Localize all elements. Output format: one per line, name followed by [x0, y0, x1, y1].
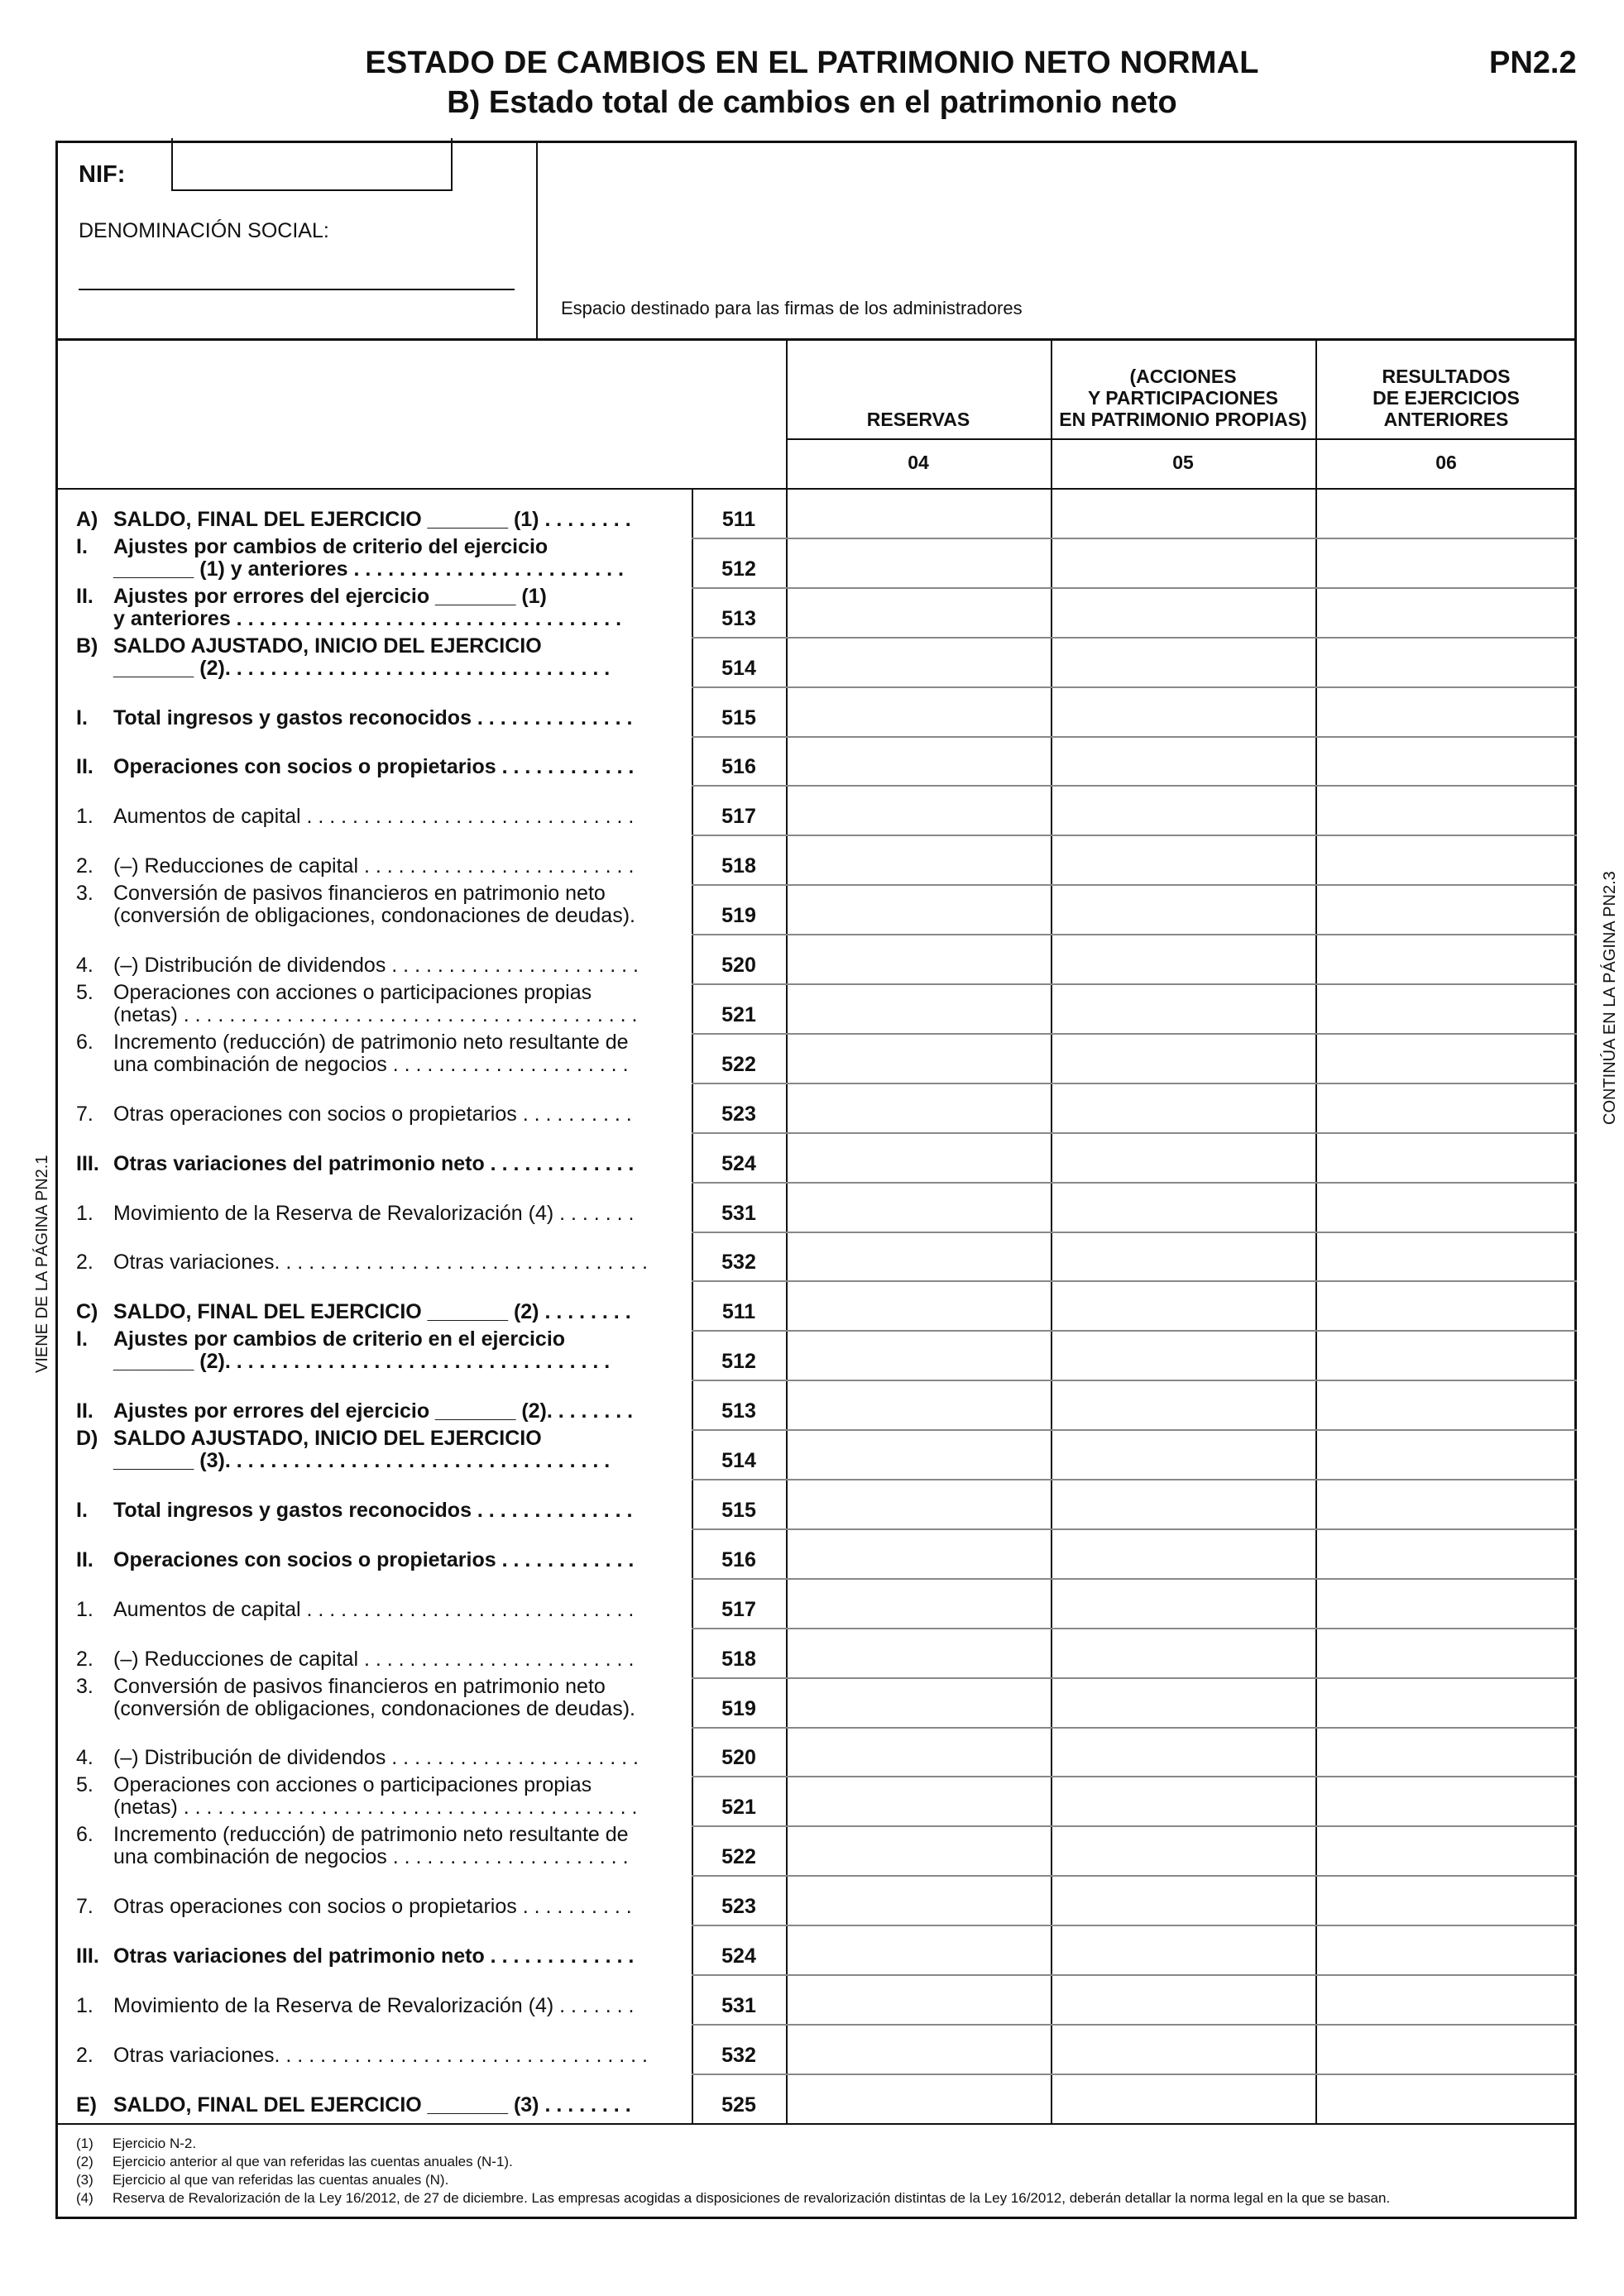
value-cell[interactable]: [788, 1828, 1048, 1873]
row-rule: [692, 1083, 1577, 1084]
value-cell[interactable]: [1318, 1332, 1574, 1377]
row-label: I. Total ingresos y gastos reconocidos . . . . . . . . . . . . . .: [76, 1498, 633, 1522]
row-code: 520: [721, 1746, 756, 1770]
value-cell[interactable]: [1053, 1481, 1313, 1526]
row-rule: [692, 785, 1577, 787]
value-cell[interactable]: [788, 540, 1048, 585]
value-cell[interactable]: [1053, 1135, 1313, 1179]
row-label: 3. Conversión de pasivos financieros en patrimonio neto (conversión de obligaciones, condonaciones de deudas).: [76, 882, 635, 928]
row-label: 6. Incremento (reducción) de patrimonio neto resultante de una combinación de negocios . . . . . . . . . . . . . . . . . . . . .: [76, 1823, 629, 1869]
value-cell[interactable]: [1318, 1531, 1574, 1576]
value-cell[interactable]: [1318, 936, 1574, 981]
row-label: 4. (–) Distribución de dividendos . . . . . . . . . . . . . . . . . . . . . .: [76, 954, 639, 977]
row-rule: [692, 1330, 1577, 1332]
row-code: 521: [721, 1002, 756, 1026]
row-rule: [692, 1974, 1577, 1976]
row-label: D) SALDO AJUSTADO, INICIO DEL EJERCICIO _______ (3). . . . . . . . . . . . . . . . . . . . . . . . . . . . . . . . . .: [76, 1427, 611, 1472]
value-cell[interactable]: [788, 986, 1048, 1031]
value-cell[interactable]: [1318, 490, 1574, 535]
value-cell[interactable]: [788, 590, 1048, 634]
row-label: II. Operaciones con socios o propietarios . . . . . . . . . . . .: [76, 1547, 635, 1571]
row-label: B) SALDO AJUSTADO, INICIO DEL EJERCICIO _______ (2). . . . . . . . . . . . . . . . . . . . . . . . . . . . . . . . . .: [76, 634, 611, 680]
value-cell[interactable]: [1053, 1036, 1313, 1080]
value-cell[interactable]: [1053, 1877, 1313, 1922]
value-cell[interactable]: [1318, 887, 1574, 931]
value-cell[interactable]: [788, 1481, 1048, 1526]
row-code: 512: [721, 557, 756, 581]
value-cell[interactable]: [1318, 689, 1574, 734]
value-cell[interactable]: [1318, 1283, 1574, 1327]
row-rule: [692, 538, 1577, 539]
row-label: I. Ajustes por cambios de criterio en el ejercicio _______ (2). . . . . . . . . . . . . . . . . . . . . . . . . . . . . . . . . .: [76, 1327, 611, 1374]
row-label: 1. Aumentos de capital . . . . . . . . . . . . . . . . . . . . . . . . . . . . .: [76, 805, 635, 829]
value-cell[interactable]: [788, 1927, 1048, 1972]
firmas-area-label: Espacio destinado para las firmas de los administradores: [561, 298, 1023, 318]
row-label: II. Operaciones con socios o propietarios . . . . . . . . . . . .: [76, 755, 635, 779]
row-label: A) SALDO, FINAL DEL EJERCICIO _______ (1) . . . . . . . .: [76, 507, 631, 531]
value-cell[interactable]: [1318, 837, 1574, 882]
value-cell[interactable]: [788, 1630, 1048, 1675]
row-label: 2. (–) Reducciones de capital . . . . . . . . . . . . . . . . . . . . . . . .: [76, 854, 635, 878]
value-cell[interactable]: [788, 639, 1048, 684]
value-cell[interactable]: [1318, 1680, 1574, 1724]
value-cell[interactable]: [1318, 590, 1574, 634]
value-cell[interactable]: [1318, 1135, 1574, 1179]
value-cell[interactable]: [1053, 739, 1313, 783]
value-cell[interactable]: [788, 1234, 1048, 1279]
value-cell[interactable]: [788, 787, 1048, 832]
row-rule: [692, 884, 1577, 886]
row-rule: [692, 1380, 1577, 1381]
row-code: 518: [721, 1647, 756, 1671]
form-subtitle: B) Estado total de cambios en el patrimonio neto: [447, 85, 1177, 120]
value-cell[interactable]: [1053, 2026, 1313, 2071]
value-cell[interactable]: [1318, 1729, 1574, 1774]
footnotes: [76, 2135, 1390, 2208]
value-cell[interactable]: [1318, 2026, 1574, 2071]
value-cell[interactable]: [1053, 1977, 1313, 2021]
value-cell[interactable]: [788, 1085, 1048, 1130]
row-code: 531: [721, 1201, 756, 1225]
value-cell[interactable]: [788, 1135, 1048, 1179]
row-code: 515: [721, 706, 756, 729]
row-label: 2. Otras variaciones. . . . . . . . . . . . . . . . . . . . . . . . . . . . . . . . .: [76, 1251, 648, 1275]
value-cell[interactable]: [1318, 986, 1574, 1031]
value-cell[interactable]: [1053, 787, 1313, 832]
value-cell[interactable]: [1318, 1877, 1574, 1922]
value-cell[interactable]: [788, 1680, 1048, 1724]
value-cell[interactable]: [788, 1778, 1048, 1823]
value-cell[interactable]: [1053, 1778, 1313, 1823]
row-code: 532: [721, 2043, 756, 2067]
row-rule: [692, 2024, 1577, 2026]
value-cell[interactable]: [1318, 1036, 1574, 1080]
side-text-right: CONTINÚA EN LA PÁGINA PN2.3: [1601, 871, 1619, 1125]
row-code: 515: [721, 1498, 756, 1522]
value-cell[interactable]: [788, 936, 1048, 981]
value-cell[interactable]: [1318, 639, 1574, 684]
value-cell[interactable]: [1053, 1581, 1313, 1625]
row-code: 511: [721, 1300, 756, 1324]
row-rule: [692, 1528, 1577, 1530]
nif-label: NIF:: [79, 161, 126, 188]
column-number: 06: [1435, 452, 1457, 473]
column-header: RESULTADOS DE EJERCICIOS ANTERIORES: [1372, 366, 1520, 430]
row-label: 6. Incremento (reducción) de patrimonio neto resultante de una combinación de negocios . . . . . . . . . . . . . . . . . . . . .: [76, 1030, 629, 1076]
value-cell[interactable]: [1318, 1927, 1574, 1972]
row-label: III. Otras variaciones del patrimonio neto . . . . . . . . . . . . .: [76, 1151, 635, 1175]
row-code: 520: [721, 954, 756, 977]
row-label: II. Ajustes por errores del ejercicio _______ (1) y anteriores . . . . . . . . . . . . . . . . . . . . . . . . . . . . . . . . . .: [76, 584, 622, 630]
value-cell[interactable]: [1053, 936, 1313, 981]
value-cell[interactable]: [788, 1877, 1048, 1922]
row-rule: [692, 587, 1577, 589]
row-code: 512: [721, 1350, 756, 1374]
value-cell[interactable]: [1318, 1828, 1574, 1873]
row-code: 519: [721, 904, 756, 928]
value-cell[interactable]: [1318, 1630, 1574, 1675]
row-rule: [692, 1925, 1577, 1926]
value-cell[interactable]: [1053, 1283, 1313, 1327]
value-cell[interactable]: [1053, 837, 1313, 882]
row-code: 522: [721, 1845, 756, 1869]
value-cell[interactable]: [1053, 1531, 1313, 1576]
row-label: I. Ajustes por cambios de criterio del ejercicio _______ (1) y anteriores . . . . . . . . . . . . . . . . . . . . . . . .: [76, 534, 624, 581]
value-cell[interactable]: [1318, 1432, 1574, 1476]
value-cell[interactable]: [1318, 1085, 1574, 1130]
row-rule: [692, 1429, 1577, 1431]
value-cell[interactable]: [788, 1531, 1048, 1576]
column-number: 04: [908, 452, 929, 473]
row-code: 516: [721, 1547, 756, 1571]
row-code: 524: [721, 1944, 756, 1968]
header-bottom-rule: [55, 488, 1577, 490]
table-bottom-rule: [55, 2123, 1577, 2125]
row-rule: [692, 1825, 1577, 1827]
row-label: 1. Movimiento de la Reserva de Revalorización (4) . . . . . . .: [76, 1993, 635, 2017]
value-cell[interactable]: [1053, 590, 1313, 634]
row-rule: [692, 637, 1577, 639]
value-cell[interactable]: [1318, 1977, 1574, 2021]
row-label: C) SALDO, FINAL DEL EJERCICIO _______ (2) . . . . . . . .: [76, 1300, 631, 1324]
value-cell[interactable]: [1053, 2076, 1313, 2121]
value-cell[interactable]: [788, 739, 1048, 783]
row-label: 7. Otras operaciones con socios o propietarios . . . . . . . . . .: [76, 1895, 632, 1919]
row-rule: [692, 1628, 1577, 1629]
value-cell[interactable]: [1318, 1234, 1574, 1279]
value-cell[interactable]: [788, 837, 1048, 882]
header-mid-rule: [786, 438, 1577, 440]
row-code: 519: [721, 1696, 756, 1720]
value-cell[interactable]: [1318, 1778, 1574, 1823]
value-cell[interactable]: [788, 1283, 1048, 1327]
value-cell[interactable]: [788, 1332, 1048, 1377]
value-cell[interactable]: [1318, 1581, 1574, 1625]
row-code: 516: [721, 755, 756, 779]
row-label: 7. Otras operaciones con socios o propietarios . . . . . . . . . .: [76, 1102, 632, 1126]
value-cell[interactable]: [1053, 1927, 1313, 1972]
row-label: 1. Aumentos de capital . . . . . . . . . . . . . . . . . . . . . . . . . . . . .: [76, 1597, 635, 1621]
value-cell[interactable]: [1053, 540, 1313, 585]
row-code: 517: [721, 1597, 756, 1621]
value-cell[interactable]: [788, 1382, 1048, 1427]
row-label: 5. Operaciones con acciones o participaciones propias (netas) . . . . . . . . . . . . . . . . . . . . . . . . . . . . . . . . . . . . . . . .: [76, 980, 638, 1026]
row-label: E) SALDO, FINAL DEL EJERCICIO _______ (3) . . . . . . . .: [76, 2093, 631, 2117]
footnote: (4) Reserva de Revalorización de la Ley 16/2012, de 27 de diciembre. Las empresas acogidas a disposiciones de revalorización distintas de la Ley 16/2012, deberán detallar la norma legal en la que se basan.: [76, 2190, 1391, 2206]
value-cell[interactable]: [1053, 1432, 1313, 1476]
row-label: I. Total ingresos y gastos reconocidos . . . . . . . . . . . . . .: [76, 706, 633, 729]
value-cell[interactable]: [788, 689, 1048, 734]
row-code: 523: [721, 1895, 756, 1919]
row-code: 525: [721, 2093, 756, 2117]
row-rule: [692, 983, 1577, 985]
column-header: RESERVAS: [866, 409, 970, 430]
value-cell[interactable]: [1318, 1184, 1574, 1229]
value-cell[interactable]: [1318, 1481, 1574, 1526]
row-rule: [692, 1280, 1577, 1282]
value-cell[interactable]: [1053, 1085, 1313, 1130]
value-cell[interactable]: [1053, 1729, 1313, 1774]
value-cell[interactable]: [1053, 1828, 1313, 1873]
footnote: (2) Ejercicio anterior al que van referidas las cuentas anuales (N-1).: [76, 2154, 513, 2169]
value-cell[interactable]: [1053, 1680, 1313, 1724]
denominacion-label: DENOMINACIÓN SOCIAL:: [79, 219, 329, 242]
value-cell[interactable]: [788, 1184, 1048, 1229]
footnote: (3) Ejercicio al que van referidas las cuentas anuales (N).: [76, 2172, 449, 2188]
row-label: 2. (–) Reducciones de capital . . . . . . . . . . . . . . . . . . . . . . . .: [76, 1647, 635, 1671]
row-rule: [692, 1033, 1577, 1035]
row-code: 518: [721, 854, 756, 878]
row-code: 513: [721, 606, 756, 630]
row-code: 517: [721, 805, 756, 829]
value-cell[interactable]: [788, 2076, 1048, 2121]
row-label: 5. Operaciones con acciones o participaciones propias (netas) . . . . . . . . . . . . . . . . . . . . . . . . . . . . . . . . . . . . . . . .: [76, 1773, 638, 1820]
value-cell[interactable]: [788, 490, 1048, 535]
value-cell[interactable]: [1053, 1630, 1313, 1675]
row-rule: [692, 934, 1577, 935]
value-cell[interactable]: [1318, 540, 1574, 585]
value-cell[interactable]: [1053, 986, 1313, 1031]
side-text-left: VIENE DE LA PÁGINA PN2.1: [33, 1155, 51, 1373]
row-code: 524: [721, 1151, 756, 1175]
value-cell[interactable]: [788, 1581, 1048, 1625]
row-rule: [692, 1578, 1577, 1580]
column-header: (ACCIONES Y PARTICIPACIONES EN PATRIMONIO PROPIAS): [1059, 366, 1307, 430]
value-cell[interactable]: [1318, 787, 1574, 832]
row-code: 532: [721, 1251, 756, 1275]
footnote: (1) Ejercicio N-2.: [76, 2136, 197, 2151]
row-label: 3. Conversión de pasivos financieros en patrimonio neto (conversión de obligaciones, condonaciones de deudas).: [76, 1674, 635, 1720]
row-label: 4. (–) Distribución de dividendos . . . . . . . . . . . . . . . . . . . . . .: [76, 1746, 639, 1770]
value-cell[interactable]: [788, 1729, 1048, 1774]
row-label: II. Ajustes por errores del ejercicio _______ (2). . . . . . . .: [76, 1399, 634, 1423]
value-cell[interactable]: [1053, 689, 1313, 734]
row-rule: [692, 1875, 1577, 1877]
row-code: 514: [721, 1449, 756, 1472]
row-rule: [692, 1776, 1577, 1777]
value-cell[interactable]: [1053, 490, 1313, 535]
value-cell[interactable]: [1318, 2076, 1574, 2121]
value-cell[interactable]: [1053, 887, 1313, 931]
value-cell[interactable]: [1053, 1382, 1313, 1427]
row-code: 513: [721, 1399, 756, 1423]
value-cell[interactable]: [788, 1036, 1048, 1080]
form-title: ESTADO DE CAMBIOS EN EL PATRIMONIO NETO NORMAL: [365, 45, 1259, 80]
form-code: PN2.2: [1489, 45, 1577, 80]
row-label: 1. Movimiento de la Reserva de Revalorización (4) . . . . . . .: [76, 1201, 635, 1225]
row-rule: [692, 1479, 1577, 1480]
row-rule: [692, 835, 1577, 836]
row-code: 514: [721, 656, 756, 680]
value-cell[interactable]: [1053, 639, 1313, 684]
row-code: 531: [721, 1993, 756, 2017]
value-cell[interactable]: [1318, 739, 1574, 783]
denominacion-field[interactable]: [79, 289, 515, 290]
value-cell[interactable]: [1053, 1332, 1313, 1377]
value-cell[interactable]: [788, 887, 1048, 931]
row-code: 523: [721, 1102, 756, 1126]
value-cell[interactable]: [788, 2026, 1048, 2071]
value-cell[interactable]: [788, 1432, 1048, 1476]
row-rule: [692, 1132, 1577, 1134]
value-cell[interactable]: [1053, 1234, 1313, 1279]
nif-field[interactable]: [171, 138, 453, 191]
value-cell[interactable]: [1053, 1184, 1313, 1229]
value-cell[interactable]: [788, 1977, 1048, 2021]
row-label: III. Otras variaciones del patrimonio neto . . . . . . . . . . . . .: [76, 1944, 635, 1968]
row-code: 522: [721, 1052, 756, 1076]
row-code: 521: [721, 1796, 756, 1820]
row-rule: [692, 2074, 1577, 2075]
header-divider: [536, 141, 538, 340]
row-label: 2. Otras variaciones. . . . . . . . . . . . . . . . . . . . . . . . . . . . . . . . .: [76, 2043, 648, 2067]
header-bottom-rule: [55, 338, 1577, 341]
row-code: 511: [721, 507, 756, 531]
value-cell[interactable]: [1318, 1382, 1574, 1427]
column-number: 05: [1172, 452, 1194, 473]
